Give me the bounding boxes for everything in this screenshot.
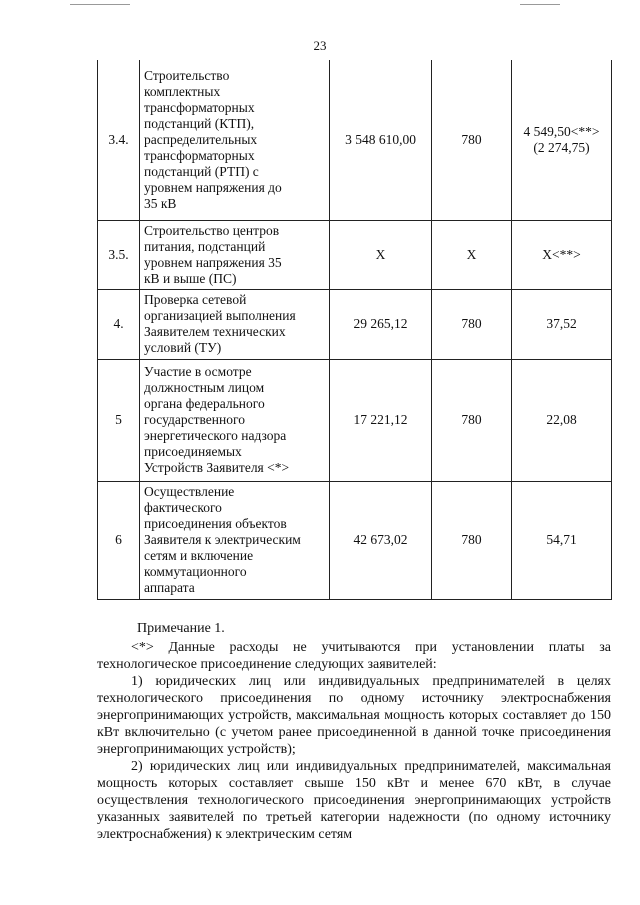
power-cell: 780	[432, 481, 512, 599]
cost-cell: 29 265,12	[330, 289, 432, 359]
rate-line: 4 549,50<**>	[523, 123, 600, 139]
rate-line: 54,71	[546, 532, 577, 547]
description-line: Осуществление	[144, 484, 235, 499]
description-line: трансформаторных	[144, 99, 255, 115]
scan-artifact	[520, 4, 560, 5]
description-line: фактического	[144, 500, 222, 515]
description-line: должностным лицом	[144, 380, 265, 395]
notes-section	[97, 620, 611, 843]
row-description	[140, 60, 330, 220]
table-row	[98, 60, 612, 220]
row-number: 6	[98, 481, 140, 599]
description-line: уровнем напряжения до	[144, 179, 282, 195]
description-line: кВ и выше (ПС)	[144, 270, 237, 286]
note-title: Примечание 1.	[137, 621, 225, 636]
row-number: 4.	[98, 289, 140, 359]
table-row	[98, 220, 612, 289]
description-line: комплектных	[144, 83, 221, 99]
description-line: Строительство центров	[144, 222, 280, 238]
cost-cell: 42 673,02	[330, 481, 432, 599]
note-paragraph: 2) юридических лиц или индивидуальных предпринимателей, максимальная мощность которых составляет свыше 150 кВт и менее 670 кВт, в случае осуществления технологического присоединения энергопринимающих устройств указанных заявителей по третьей категории надежности (по одному источнику электроснабжения) к электрическим сетям	[97, 759, 611, 842]
description-line: питания, подстанций	[144, 238, 266, 254]
rate-line: 22,08	[546, 412, 577, 427]
note-paragraph: <*> Данные расходы не учитываются при установлении платы за технологическое присоединение следующих заявителей:	[97, 640, 611, 672]
description-line: подстанций (РТП) с	[144, 163, 259, 179]
description-line: Участие в осмотре	[144, 364, 252, 379]
description-line: организацией выполнения	[144, 308, 296, 323]
row-description	[140, 220, 330, 289]
description-line: условий (ТУ)	[144, 340, 222, 355]
description-line: Проверка сетевой	[144, 292, 247, 307]
table-row	[98, 289, 612, 359]
description-line: распределительных	[144, 131, 258, 147]
description-line: уровнем напряжения 35	[144, 254, 282, 270]
rate-cell	[512, 60, 612, 220]
rate-cell	[512, 289, 612, 359]
row-description	[140, 359, 330, 481]
description-line: энергетического надзора	[144, 428, 287, 443]
row-description	[140, 289, 330, 359]
description-line: органа федерального	[144, 396, 265, 411]
rate-line: (2 274,75)	[533, 139, 590, 155]
cost-cell: 17 221,12	[330, 359, 432, 481]
description-line: Устройств Заявителя <*>	[144, 460, 290, 475]
scan-artifact	[70, 4, 130, 5]
row-number: 3.5.	[98, 220, 140, 289]
rate-cell	[512, 481, 612, 599]
cost-cell: 3 548 610,00	[330, 60, 432, 220]
power-cell: Х	[432, 220, 512, 289]
description-line: присоединения объектов	[144, 516, 287, 531]
rate-line: 37,52	[546, 316, 577, 331]
note-paragraph: 1) юридических лиц или индивидуальных предпринимателей в целях технологического присоединения по одному источнику электроснабжения энергопринимающих устройств, максимальная мощность которых составляет до 150 кВт включительно (с учетом ранее присоединенной в данной точке присоединения энергопринимающих устройств);	[97, 674, 611, 757]
rate-line: Х<**>	[542, 246, 581, 262]
description-line: 35 кВ	[144, 195, 177, 211]
tariff-table	[97, 60, 612, 600]
rate-cell	[512, 220, 612, 289]
power-cell: 780	[432, 60, 512, 220]
description-line: Заявителем технических	[144, 324, 286, 339]
page-number: 23	[313, 38, 327, 53]
description-line: Заявителя к электрическим	[144, 532, 301, 547]
description-line: аппарата	[144, 580, 195, 595]
table-row	[98, 481, 612, 599]
row-number: 5	[98, 359, 140, 481]
row-description	[140, 481, 330, 599]
description-line: государственного	[144, 412, 245, 427]
power-cell: 780	[432, 289, 512, 359]
description-line: трансформаторных	[144, 147, 255, 163]
description-line: сетям и включение	[144, 548, 254, 563]
row-number: 3.4.	[98, 60, 140, 220]
description-line: присоединяемых	[144, 444, 242, 459]
description-line: подстанций (КТП),	[144, 115, 255, 131]
cost-cell: Х	[330, 220, 432, 289]
power-cell: 780	[432, 359, 512, 481]
description-line: Строительство	[144, 67, 230, 83]
table-row	[98, 359, 612, 481]
tariff-table-body	[98, 60, 612, 599]
description-line: коммутационного	[144, 564, 247, 579]
rate-cell	[512, 359, 612, 481]
